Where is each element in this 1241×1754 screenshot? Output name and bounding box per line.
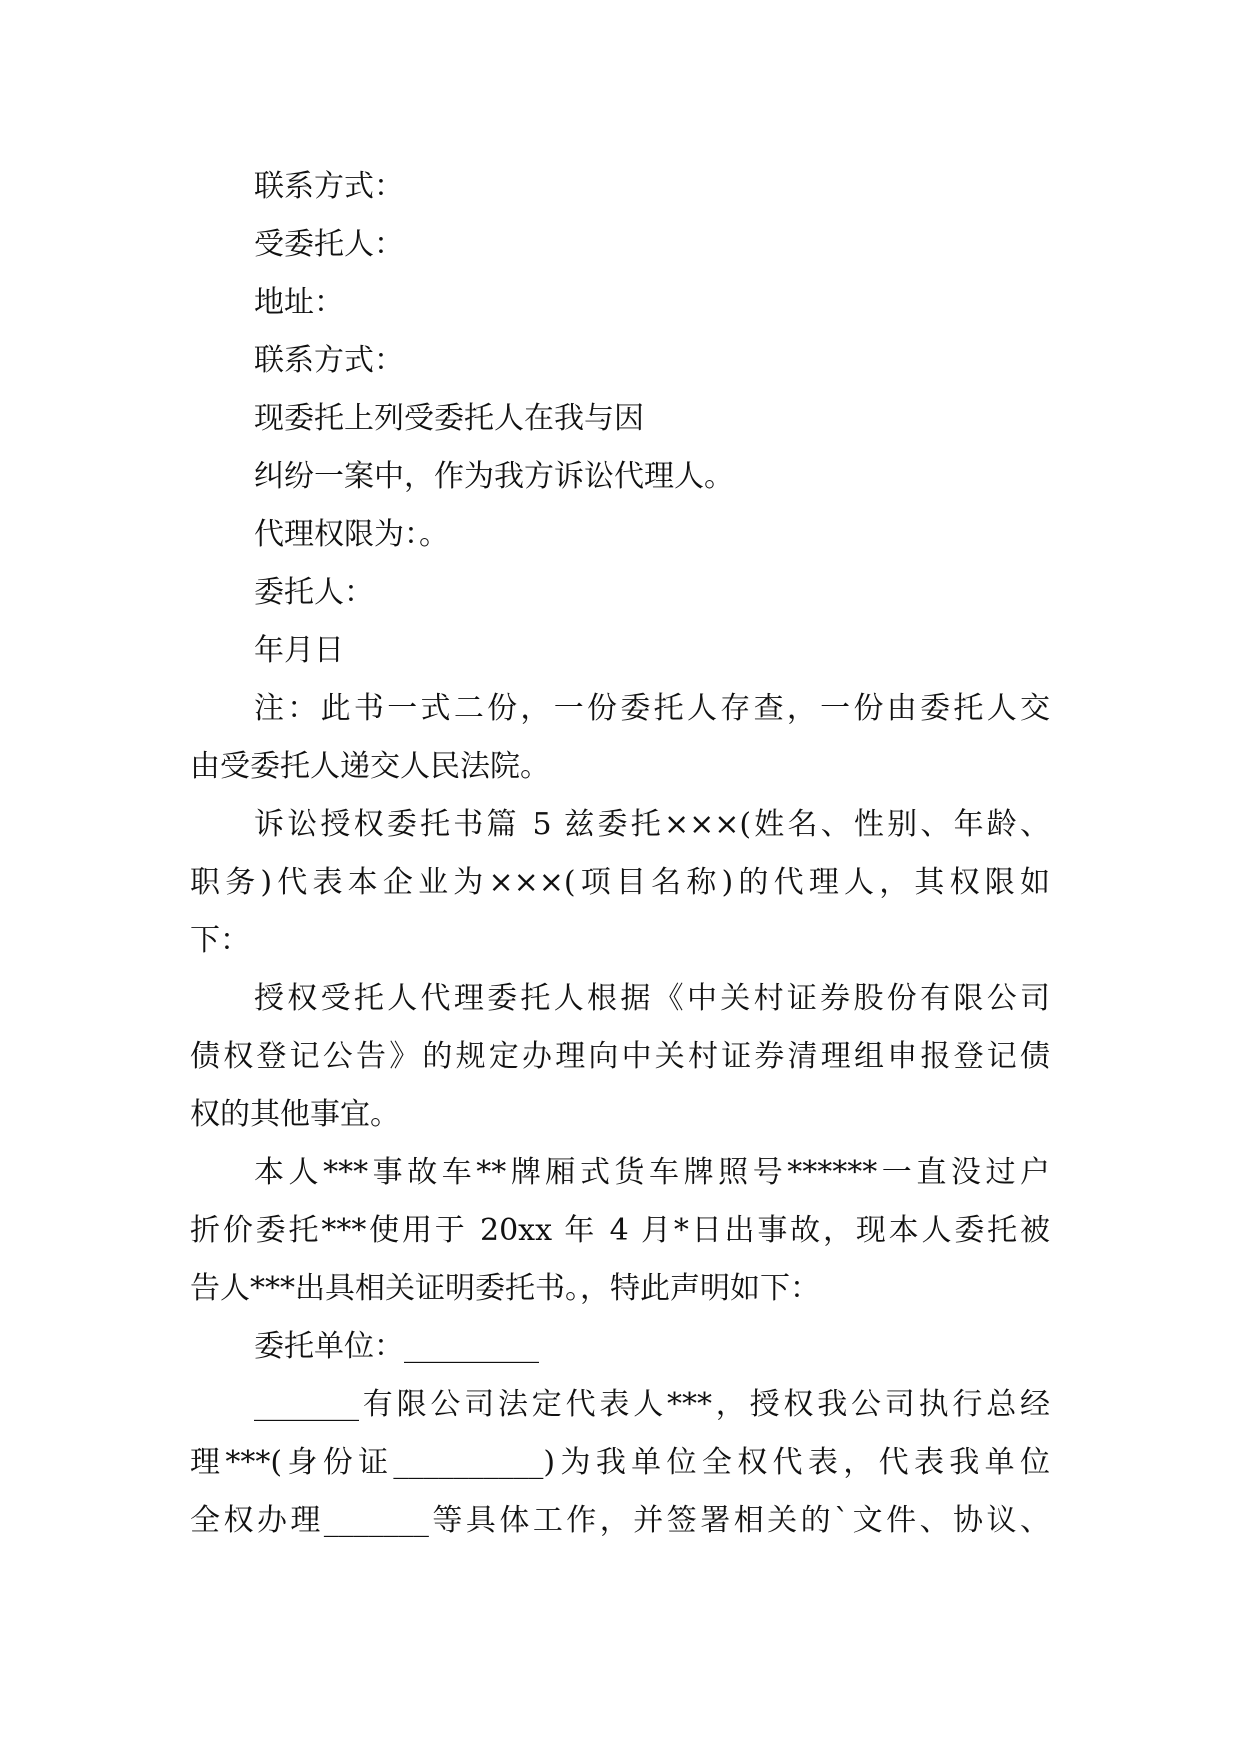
text-line: 职务)代表本企业为×××(项目名称)的代理人，其权限如 xyxy=(190,865,1050,900)
text-line: 授权受托人代理委托人根据《中关村证券股份有限公司 xyxy=(254,981,1050,1016)
contact-label: 联系方式： xyxy=(254,169,404,204)
text-line: 本人***事故车**牌厢式货车牌照号******一直没过户 xyxy=(254,1155,1050,1190)
trustee-label: 受委托人： xyxy=(254,227,404,262)
text-line: 现委托上列受委托人在我与因 xyxy=(254,401,644,436)
note-line: 注：此书一式二份，一份委托人存查，一份由委托人交 xyxy=(254,691,1050,726)
contact-label-2: 联系方式： xyxy=(254,343,404,378)
text-line: 全权办理_______等具体工作，并签署相关的`文件、协议、 xyxy=(190,1503,1050,1538)
text-line: 诉讼授权委托书篇 5 兹委托×××(姓名、性别、年龄、 xyxy=(254,807,1050,842)
text-line: 权的其他事宜。 xyxy=(190,1097,400,1132)
principal-label: 委托人： xyxy=(254,575,374,610)
text-line: 债权登记公告》的规定办理向中关村证券清理组申报登记债 xyxy=(190,1039,1050,1074)
address-label: 地址： xyxy=(254,285,344,320)
note-line: 由受委托人递交人民法院。 xyxy=(190,749,550,784)
text-line: 纠纷一案中，作为我方诉讼代理人。 xyxy=(254,459,734,494)
text-line: 理***(身份证__________)为我单位全权代表，代表我单位 xyxy=(190,1445,1050,1480)
entrusting-unit-label: 委托单位：_________ xyxy=(254,1329,539,1364)
text-line: _______有限公司法定代表人***，授权我公司执行总经 xyxy=(254,1387,1050,1422)
text-line: 代理权限为：。 xyxy=(254,517,449,552)
date-label: 年月日 xyxy=(254,633,344,668)
text-line: 下： xyxy=(190,923,250,958)
text-line: 告人***出具相关证明委托书。，特此声明如下： xyxy=(190,1271,820,1306)
text-line: 折价委托***使用于 20xx 年 4 月*日出事故，现本人委托被 xyxy=(190,1213,1050,1248)
